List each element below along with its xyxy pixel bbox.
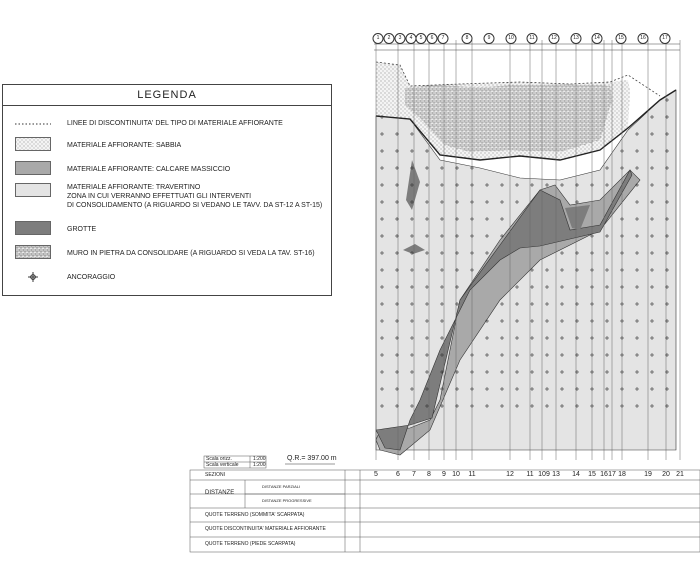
legend — [2, 84, 332, 296]
legend-label-anchor: ANCORAGGIO — [67, 274, 116, 281]
top-marker-6: 6 — [427, 33, 438, 44]
section-number: 8 — [427, 471, 431, 478]
legend-label-limestone: MATERIALE AFFIORANTE: CALCARE MASSICCIO — [67, 166, 231, 173]
top-marker-15: 15 — [616, 33, 627, 44]
top-marker-4: 4 — [406, 33, 417, 44]
section-number: 10 — [452, 471, 460, 478]
section-number: 19 — [644, 471, 652, 478]
legend-label-travertine-1: MATERIALE AFFIORANTE: TRAVERTINO — [67, 184, 201, 191]
datum-label: Q.R.= 397.00 m — [287, 455, 337, 462]
section-number: 11 — [468, 471, 476, 478]
top-marker-5: 5 — [416, 33, 427, 44]
section-number: 17 — [608, 471, 616, 478]
top-marker-8: 8 — [462, 33, 473, 44]
top-marker-10: 10 — [506, 33, 517, 44]
top-marker-13: 13 — [571, 33, 582, 44]
section-number: 21 — [676, 471, 684, 478]
top-marker-11: 11 — [527, 33, 538, 44]
travertine-swatch-icon — [15, 183, 51, 197]
row-label-top-terrain: QUOTE TERRENO (SOMMITA' SCARPATA) — [205, 512, 305, 518]
stone-wall-swatch-icon — [15, 245, 51, 259]
row-label-progressive-distances: DISTANZE PROGRESSIVE — [262, 498, 312, 503]
scale-horizontal-label: Scala orizz. — [206, 456, 232, 462]
section-number: 6 — [396, 471, 400, 478]
legend-title: LEGENDA — [137, 89, 197, 101]
legend-label-caves: GROTTE — [67, 226, 97, 233]
scale-vertical-value: 1:200 — [253, 462, 266, 468]
section-number: 20 — [662, 471, 670, 478]
scale-horizontal-value: 1:200 — [253, 456, 266, 462]
top-marker-14: 14 — [592, 33, 603, 44]
section-number: 9 — [442, 471, 446, 478]
row-label-discontinuity: QUOTE DISCONTINUITA' MATERIALE AFFIORANTE — [205, 526, 326, 532]
legend-label-sand: MATERIALE AFFIORANTE: SABBIA — [67, 142, 182, 149]
section-number: 5 — [374, 471, 378, 478]
legend-label-travertine-3: DI CONSOLIDAMENTO (A RIGUARDO SI VEDANO LE TAVV. DA ST-12 A ST-15) — [67, 202, 323, 209]
top-dimension-chain — [374, 44, 680, 50]
section-number: 9 — [546, 471, 550, 478]
top-marker-17: 17 — [660, 33, 671, 44]
legend-divider — [3, 105, 331, 106]
top-marker-12: 12 — [549, 33, 560, 44]
section-number: 10 — [538, 471, 546, 478]
section-number: 11 — [526, 471, 534, 478]
section-number: 18 — [618, 471, 626, 478]
row-label-partial-distances: DISTANZE PARZIALI — [262, 484, 301, 489]
top-marker-16: 16 — [638, 33, 649, 44]
top-marker-9: 9 — [484, 33, 495, 44]
top-marker-3: 3 — [395, 33, 406, 44]
top-marker-1: 1 — [373, 33, 384, 44]
legend-label-travertine-2: ZONA IN CUI VERRANNO EFFETTUATI GLI INTERVENTI — [67, 193, 252, 200]
legend-label-stone-wall: MURO IN PIETRA DA CONSOLIDARE (A RIGUARDO SI VEDA LA TAV. ST-16) — [67, 250, 315, 257]
top-marker-7: 7 — [438, 33, 449, 44]
section-number: 12 — [506, 471, 514, 478]
section-number: 16 — [600, 471, 608, 478]
section-number: 13 — [552, 471, 560, 478]
row-label-foot-terrain: QUOTE TERRENO (PIEDE SCARPATA) — [205, 541, 296, 547]
row-label-distances: DISTANZE — [205, 490, 235, 496]
legend-label-discontinuity: LINEE DI DISCONTINUITA' DEL TIPO DI MATERIALE AFFIORANTE — [67, 120, 283, 127]
discontinuity-line-icon — [15, 122, 51, 126]
anchor-crosshair-icon — [28, 272, 38, 282]
top-marker-2: 2 — [384, 33, 395, 44]
limestone-swatch-icon — [15, 161, 51, 175]
sand-swatch-icon — [15, 137, 51, 151]
section-number: 14 — [572, 471, 580, 478]
section-number: 7 — [412, 471, 416, 478]
scale-vertical-label: Scala verticale — [206, 462, 239, 468]
caves-swatch-icon — [15, 221, 51, 235]
section-number: 15 — [588, 471, 596, 478]
row-label-sections: SEZIONI — [205, 472, 226, 478]
section-layers — [376, 62, 676, 455]
